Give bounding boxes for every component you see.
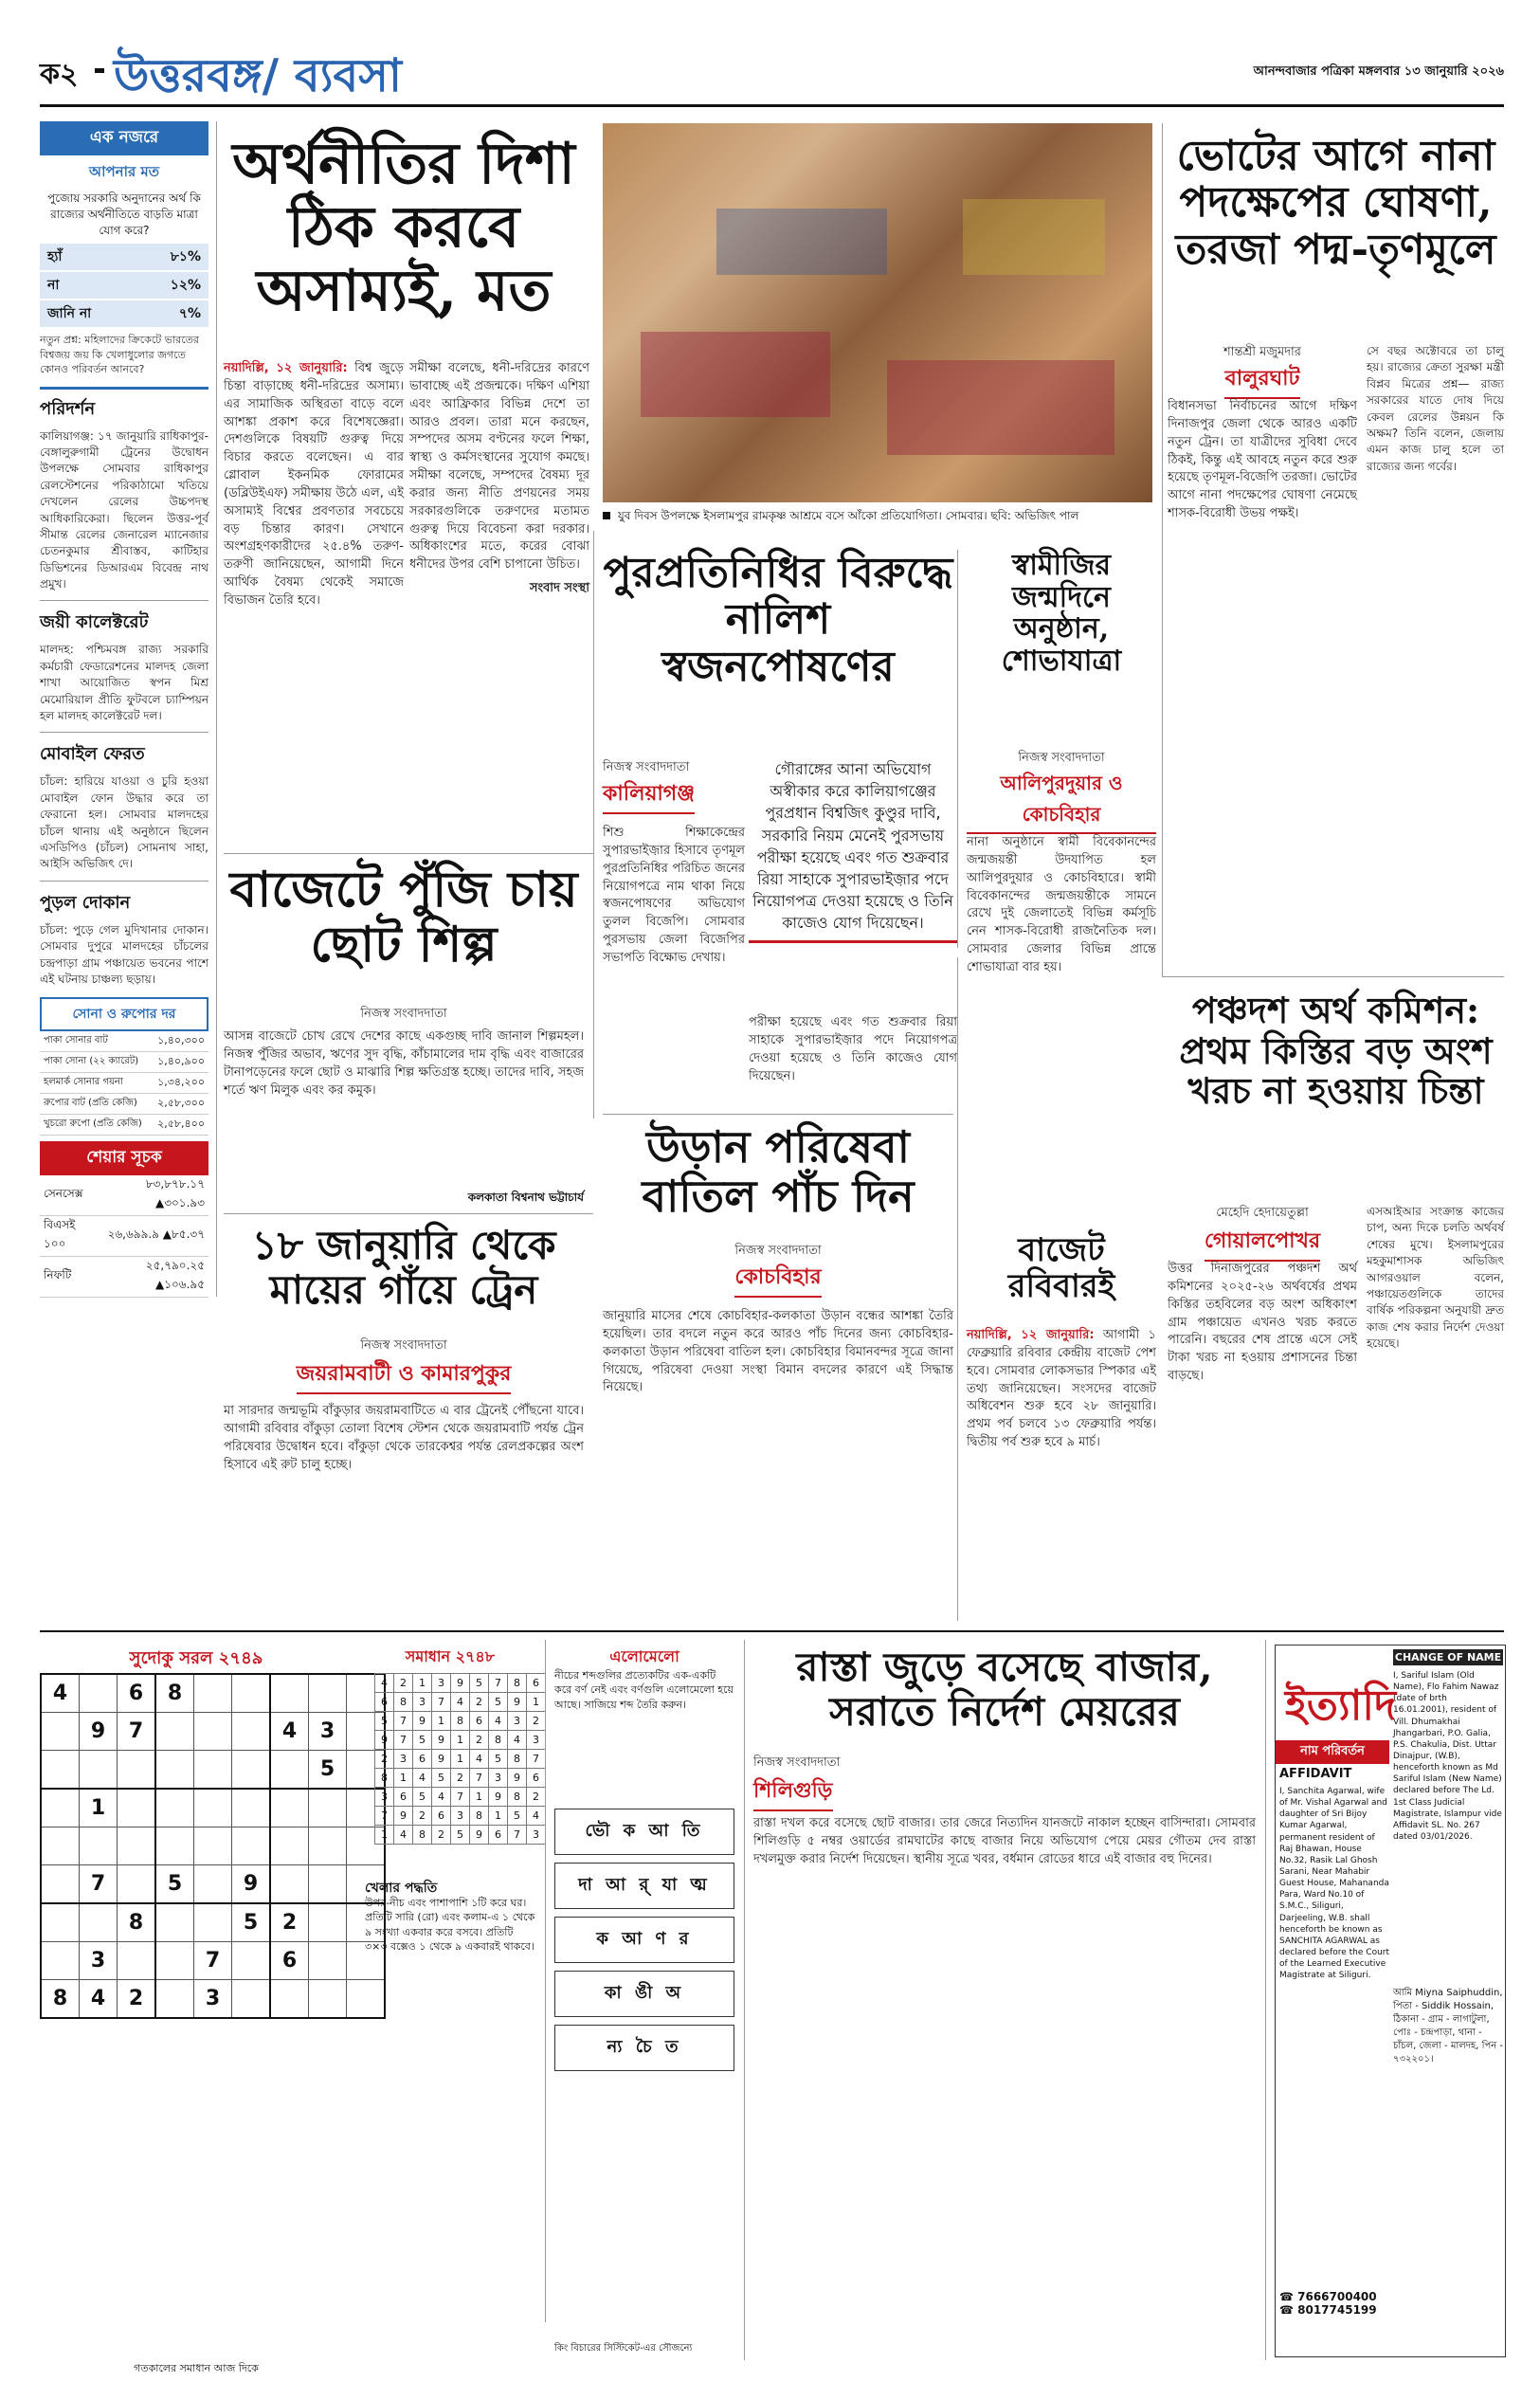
elomelo-intro: নীচের শব্দগুলির প্রত্যেকটির এক-একটি করে বর্ণ নেই এবং বর্ণগুলি এলোমেলো হয়ে আছে। সাজিয়ে শব্দ তৈরি করুন। [554, 1669, 734, 1711]
solution-cell: 6 [527, 1674, 546, 1693]
sudoku-cell[interactable] [80, 1903, 118, 1942]
solution-cell: 7 [527, 1750, 546, 1769]
jayi-text: মালদহ: পশ্চিমবঙ্গ রাজ্য সরকারি কর্মচারী ফেডারেশনের মালদহ জেলা শাখা আয়োজিত স্বপন মিশ্র মেমোরিয়াল প্রীতি ফুটবলে চ্যাম্পিয়ন হল মালদহ কালেক্টরেট দল। [40, 643, 208, 723]
sudoku-cell[interactable]: 1 [80, 1789, 118, 1827]
solution-cell: 7 [489, 1674, 508, 1693]
solution-cell: 5 [489, 1750, 508, 1769]
purpra-text-1: শিশু শিক্ষাকেন্দ্রের সুপারভাইজ়ার হিসাবে তৃণমূল পুরপ্রতিনিধির পরিচিত জনের নিয়োগপত্রে নাম থাকা নিয়ে স্বজনপোষণের অভিযোগ তুলল বিজেপি। সোমবার পুরসভায় জেলা বিজেপির সভাপতি বিক্ষোভ দেখায়। [603, 826, 745, 965]
sudoku-cell[interactable] [41, 1865, 80, 1904]
elomelo-word: কা ঙী অ [554, 1971, 734, 2017]
sudoku-cell[interactable]: 4 [80, 1980, 118, 2019]
solution-cell: 8 [375, 1769, 394, 1788]
sudoku-cell[interactable] [41, 1827, 80, 1865]
solution-cell: 5 [470, 1674, 489, 1693]
solution-cell: 9 [432, 1731, 451, 1750]
sudoku-cell[interactable]: 6 [270, 1942, 309, 1980]
change-name-text: I, Sariful Islam (Old Name), Flo Fahim Nawaz (date of brth 16.01.2001), resident of Vill. Dhumakhai Jhangarbari, P.O. Galia, P.S. Chakulia, Dist. Uttar Dinajpur, (W.B), henceforth known as Md Sariful Islam (New Name) declared before The Ld. 1st Class Judicial Magistrate, Islampur vide Affidavit SL. No. 267 dated 03/01/2026. [1393, 1671, 1502, 1842]
share-value: ২৫,৭৯০.২৫ ▲১০৬.৯৫ [145, 1259, 205, 1292]
sudoku-cell[interactable] [118, 1751, 156, 1790]
finance-byline: মেহেদি হেদায়েতুল্লা [1216, 1206, 1309, 1220]
solution-cell: 4 [432, 1788, 451, 1807]
share-row [40, 1216, 208, 1257]
solution-cell: 4 [527, 1807, 546, 1826]
contact-phone: ☎ 7666700400 [1279, 2290, 1377, 2303]
share-value: ৮৩,৮৭৮.১৭ ▲৩০১.৯৩ [145, 1177, 205, 1210]
solution-cell: 1 [527, 1693, 546, 1712]
solution-cell: 8 [508, 1674, 527, 1693]
solution-cell: 4 [375, 1674, 394, 1693]
sudoku-cell[interactable]: 2 [270, 1903, 309, 1942]
solution-cell: 2 [375, 1750, 394, 1769]
sudoku-cell[interactable] [232, 1713, 271, 1751]
solution-cell: 1 [489, 1807, 508, 1826]
sudoku-cell[interactable]: 5 [309, 1751, 347, 1790]
solution-cell: 6 [432, 1807, 451, 1826]
solution-cell: 1 [375, 1826, 394, 1845]
lead-text-col2 [409, 360, 589, 598]
bazaar-text: রাস্তা দখল করে বসেছে ছোট বাজার। তার জেরে নিত্যদিন যানজটে নাকাল হচ্ছেন বাসিন্দারা। সোমবার শিলিগুড়ি ৫ নম্বর ওয়ার্ডের রামঘাটের কাছে বাজার নিয়ে অভিযোগ পেয়ে মেয়র গৌতম দেব রাস্তা দখলমুক্ত করার নির্দেশ দিয়েছেন। স্থানীয় সূত্রে খবর, বর্ধমান রোডের ধারে এই বাজার বহু দিনের। [753, 1816, 1256, 1866]
solution-cell: 1 [432, 1712, 451, 1731]
elomelo-word: ক আ ণ র [554, 1917, 734, 1963]
solution-cell: 4 [394, 1826, 413, 1845]
sudoku-cell[interactable] [118, 1827, 156, 1865]
sudoku-cell[interactable] [270, 1789, 309, 1827]
header-bar-icon [95, 68, 104, 73]
sudoku-cell[interactable]: 3 [309, 1713, 347, 1751]
sudoku-cell[interactable] [155, 1789, 194, 1827]
sudoku-cell[interactable] [41, 1789, 80, 1827]
sudoku-title: সুদোকু সরল ২৭৪৯ [129, 1648, 263, 1668]
rules-text: উপর-নীচ এবং পাশাপাশি ১টি করে ঘর। প্রতিটি সারি (রো) এবং কলাম-এ ১ থেকে ৯ সংখ্যা একবার করে বসবে। প্রতিটি ৩×৩ বক্সেও ১ থেকে ৯ একবারই থাকবে। [365, 1897, 535, 1954]
solution-cell: 3 [527, 1731, 546, 1750]
solution-cell: 8 [413, 1826, 432, 1845]
sudoku-cell[interactable] [80, 1751, 118, 1790]
budget-date-body: আগামী ১ ফেব্রুয়ারি রবিবার কেন্দ্রীয় বাজেট পেশ হবে। সোমবার লোকসভার স্পিকার এই তথ্য জানিয়েছেন। সংসদের বাজেট অধিবেশন শুরু হবে ২৮ জানুয়ারি। প্রথম পর্ব চলবে ১৩ ফেব্রুয়ারি পর্যন্ত। দ্বিতীয় পর্ব শুরু হবে ৯ মার্চ। [967, 1328, 1156, 1450]
sudoku-cell[interactable] [270, 1751, 309, 1790]
bazaar-location: শিলিগুড়ি [753, 1774, 833, 1811]
solution-cell: 9 [470, 1826, 489, 1845]
bazaar-byline: নিজস্ব সংবাদদাতা [753, 1755, 841, 1770]
solution-cell: 1 [470, 1788, 489, 1807]
solution-cell: 2 [451, 1769, 470, 1788]
sudoku-cell[interactable] [155, 1980, 194, 2019]
solution-cell: 6 [394, 1788, 413, 1807]
sudoku-cell[interactable] [309, 1674, 347, 1713]
udan-byline: নিজস্ব সংবাদদাতা [734, 1244, 822, 1258]
ek-nazare-header: এক নজরে [40, 121, 208, 155]
elomelo-word: ন্য চৈ ত [554, 2025, 734, 2071]
solution-cell: 3 [527, 1826, 546, 1845]
elomelo-word: ভৌ ক আ তি [554, 1809, 734, 1855]
sidebar [40, 121, 208, 1298]
gold-row [40, 1115, 208, 1136]
sudoku-cell[interactable] [41, 1713, 80, 1751]
solution-grid [374, 1673, 546, 1845]
gold-value: ২,৫৮,৩০০ [157, 1097, 205, 1110]
sudoku-cell[interactable] [232, 1789, 271, 1827]
mobile-title: মোবাইল ফেরত [40, 744, 145, 765]
sudoku-cell[interactable] [155, 1713, 194, 1751]
sudoku-cell[interactable]: 8 [155, 1674, 194, 1713]
sudoku-cell[interactable] [194, 1827, 232, 1865]
solution-cell: 9 [375, 1731, 394, 1750]
solution-cell: 3 [413, 1693, 432, 1712]
purl-title: পুড়ল দোকান [40, 892, 131, 913]
solution-cell: 9 [508, 1769, 527, 1788]
gold-row [40, 1094, 208, 1115]
purl-text: চাঁচল: পুড়ে গেল মুদিখানার দোকান। সোমবার দুপুরে মালদহের চাঁচলের চন্দ্রপাড়া গ্রাম পঞ্চায়েত ভবনের পাশে এই ঘটনায় চাঞ্চল্য ছড়ায়। [40, 922, 208, 986]
budget-dateline: নয়াদিল্লি, ১২ জানুয়ারি: [967, 1328, 1095, 1342]
purpra-byline: নিজস্ব সংবাদদাতা [603, 760, 690, 774]
solution-cell: 7 [451, 1788, 470, 1807]
affidavit-title: AFFIDAVIT [1279, 1767, 1352, 1781]
photo-caption [603, 508, 1152, 527]
sudoku-cell[interactable]: 3 [194, 1980, 232, 2019]
sudoku-cell[interactable] [309, 1980, 347, 2019]
solution-cell: 9 [432, 1750, 451, 1769]
sudoku-cell[interactable]: 7 [80, 1865, 118, 1904]
sudoku-cell[interactable] [232, 1674, 271, 1713]
gold-label: হলমার্ক সোনার গয়না [44, 1077, 123, 1088]
sudoku-grid [40, 1673, 386, 2019]
solution-cell: 1 [413, 1674, 432, 1693]
share-label: বিএসই ১০০ [44, 1218, 76, 1251]
poll-row [40, 244, 208, 270]
sudoku-cell[interactable] [41, 1751, 80, 1790]
sudoku-cell[interactable] [155, 1827, 194, 1865]
solution-cell: 5 [413, 1788, 432, 1807]
sudoku-cell[interactable] [155, 1942, 194, 1980]
share-label: নিফটি [44, 1268, 72, 1282]
solution-cell: 7 [508, 1826, 527, 1845]
solution-cell: 9 [413, 1712, 432, 1731]
sudoku-cell[interactable] [232, 1827, 271, 1865]
gold-row [40, 1073, 208, 1094]
solution-cell: 3 [432, 1674, 451, 1693]
solution-cell: 9 [394, 1807, 413, 1826]
budget-small-byline2: কলকাতা বিশ্বনাথ ভট্টাচার্য [467, 1191, 584, 1204]
elomelo-word: দা আ র্ যা ত্ম [554, 1863, 734, 1909]
lead-body-1: বিশ্ব জুড়ে চিন্তা বাড়াচ্ছে ধনী-দরিদ্রের অসাম্য। এর সামাজিক অস্থিরতা বাড়ে বলে আশঙ্কা প্রকাশ করে বিশেষজ্ঞেরা। দেশগুলিকে বিষয়টি গুরুত্ব দিয়ে বিচার করতে বলেছেন। এ বার গ্লোবাল ইকনমিক ফোরামের (ডব্লিউইএফ) সমীক্ষায় উঠে এল, এই অসাম্যই বিশ্বের প্রবণতার সবচেয়ে বড় চিন্তার কারণ। সেখানে অংশগ্রহণকারীদের ২৫.৪% তরুণ-তরুণী জানিয়েছেন, আগামী দিনে আর্থিক বৈষম্য থেকেই সমাজে বিভাজন তৈরি হবে। [224, 361, 404, 608]
udan-text: জানুয়ারি মাসের শেষে কোচবিহার-কলকাতা উড়ান বন্ধের আশঙ্কা তৈরি হয়েছিল। তার বদলে নতুন করে আরও পাঁচ দিনের জন্য কোচবিহার-কলকাতা উড়ান পরিষেবা বাতিল হল। কোচবিহার বিমানবন্দর সূত্রে জানা গিয়েছে, পরিষেবা দেওয়া সংস্থা বিমান বদলের কারণে এই সিদ্ধান্ত নিয়েছে। [603, 1309, 953, 1395]
solution-cell: 3 [375, 1788, 394, 1807]
solution-cell: 4 [470, 1750, 489, 1769]
sudoku-cell[interactable] [194, 1903, 232, 1942]
mobile-text: চাঁচল: হারিয়ে যাওয়া ও চুরি হওয়া মোবাইল ফোন উদ্ধার করে তা ফেরানো হল। সোমবার মালদহের চাঁচল থানায় এই অনুষ্ঠানে ছিলেন এসডিপিও (চাঁচল) সোমনাথ সাহা, আইসি অভিজিৎ দে। [40, 774, 208, 871]
solution-cell: 1 [451, 1750, 470, 1769]
swamiji-headline: স্বামীজির জন্মদিনে অনুষ্ঠান, শোভাযাত্রা [1001, 549, 1122, 678]
lead-body-2: সমীক্ষা বলেছে, ধনী-দরিদ্রের কারণে ভাবাচ্ছে এই প্রজন্মকে। দক্ষিণ এশিয়া এবং আফ্রিকার বিভিন্ন দেশে তা আরও প্রবল। তারা মনে করছেন, সম্পদের অসম বণ্টনের ফলে শিক্ষা, স্বাস্থ্য ও কর্মসংস্থানের সুযোগ কমছে। [409, 361, 589, 465]
share-label: সেনসেক্স [44, 1187, 83, 1201]
poll-question: পুজোয় সরকারি অনুদানের অর্থ কি রাজ্যের অর্থনীতিতে বাড়তি মাত্রা যোগ করে? [47, 191, 201, 237]
lead-dateline: নয়াদিল্লি, ১২ জানুয়ারি: [224, 361, 348, 375]
bazaar-headline: রাস্তা জুড়ে বসেছে বাজার, সরাতে নির্দেশ মেয়রের [796, 1644, 1213, 1736]
udan-location: কোচবিহার [734, 1261, 821, 1298]
sudoku-cell[interactable] [270, 1980, 309, 2019]
share-value: ২৬,৬৯৯.৯ ▲৮৫.৩৭ [107, 1227, 205, 1242]
caption-text: যুব দিবস উপলক্ষে ইসলামপুর রামকৃষ্ণ আশ্রমে বসে আঁকো প্রতিযোগিতা। সোমবার। ছবি: অভিজিৎ পাল [617, 509, 1079, 522]
sudoku-cell[interactable] [194, 1751, 232, 1790]
train-byline: নিজস্ব সংবাদদাতা [360, 1338, 447, 1353]
classified-contacts [1279, 2290, 1389, 2317]
solution-cell: 1 [451, 1731, 470, 1750]
sudoku-cell[interactable] [194, 1674, 232, 1713]
header-rule [40, 104, 1504, 107]
sudoku-cell[interactable]: 8 [41, 1980, 80, 2019]
gold-row [40, 1031, 208, 1052]
sudoku-cell[interactable] [347, 1980, 386, 2019]
solution-cell: 8 [489, 1731, 508, 1750]
sudoku-cell[interactable] [232, 1980, 271, 2019]
affidavit-text: I, Sanchita Agarwal, wife of Mr. Vishal Agarwal and daughter of Sri Bijoy Kumar Agarwal, permanent resident of Raj Bhawan, House No.32, Rasik Lal Ghosh Sarani, Near Mahabir Guest House, Mahananda Para, Ward No.10 of S.M.C., Siliguri, Darjeeling, W.B. shall henceforth be known as SANCHITA AGARWAL as declared before the Court of the Learned Executive Magistrate at Siliguri. [1279, 1787, 1390, 1981]
solution-cell: 4 [413, 1769, 432, 1788]
solution-cell: 5 [451, 1826, 470, 1845]
solution-cell: 7 [375, 1807, 394, 1826]
poll-label: হ্যাঁ [47, 249, 63, 265]
solution-cell: 9 [508, 1693, 527, 1712]
train-text: মা সারদার জন্মভূমি বাঁকুড়ার জয়রামবাটিতে এ বার ট্রেনেই পৌঁছনো যাবে। আগামী রবিবার বাঁকুড়া তোলা বিশেষ স্টেশন থেকে জয়রামবাটি পর্যন্ত ট্রেন পরিষেবার উদ্বোধন হবে। বাঁকুড়া থেকে তারকেশ্বর পর্যন্ত রেলপ্রকল্পের অংশ হিসাবে এই রুট চালু হচ্ছে। [224, 1404, 584, 1472]
sudoku-cell[interactable]: 5 [232, 1903, 271, 1942]
gold-label: পাকা সোনা (২২ ক্যারেট) [44, 1056, 139, 1067]
elomelo-credit: কিং বিচারের সিস্টিকেট-এর সৌজন্যে [554, 2343, 693, 2354]
sudoku-cell[interactable]: 2 [118, 1980, 156, 2019]
vote-headline: ভোটের আগে নানা পদক্ষেপের ঘোষণা, তরজা পদ্ম-তৃণমূলে [1175, 132, 1496, 274]
finance-location: গোয়ালপোখর [1205, 1225, 1320, 1262]
sudoku-cell[interactable]: 7 [194, 1942, 232, 1980]
paridarshan-text: কালিয়াগঞ্জ: ১৭ জানুয়ারি রাধিকাপুর-বেঙ্গালুরুগামী ট্রেনের উদ্বোধন উপলক্ষে সোমবার রাধিকাপুর রেলস্টেশনের পরিকাঠামো খতিয়ে দেখলেন রেলের উচ্চপদস্থ আধিকারিকেরা। ছিলেন উত্তর-পূর্ব সীমান্ত রেলের জেনারেল ম্যানেজার চেতনকুমার শ্রীবাস্তব, কাটিহার ডিভিশনের ডিআরএম বিবেন্দ্র নাথ প্রমুখ। [40, 428, 208, 591]
swamiji-location: আলিপুরদুয়ার ও কোচবিহার [967, 770, 1156, 834]
classified-sub: নাম পরিবর্তন [1276, 1740, 1389, 1764]
gold-label: পাকা সোনার বাট [44, 1035, 108, 1046]
solution-cell: 3 [508, 1712, 527, 1731]
sudoku-cell[interactable] [41, 1942, 80, 1980]
solution-cell: 2 [394, 1674, 413, 1693]
sudoku-cell[interactable] [232, 1942, 271, 1980]
footer-left: গতকালের সমাধান আজ দিকে [134, 2362, 259, 2374]
poll-row [40, 300, 208, 327]
udan-headline: উড়ান পরিষেবা বাতিল পাঁচ দিন [642, 1121, 915, 1222]
purpra-pullquote: গৌরাঙ্গের আনা অভিযোগ অস্বীকার করে কালিয়াগঞ্জের পুরপ্রধান বিশ্বজিৎ কুণ্ডুর দাবি, সরকারি নিয়ম মেনেই পুরসভায় পরীক্ষা হয়েছে এবং গত শুক্রবার রিয়া সাহাকে সুপারভাইজ়ার পদে নিয়োগপত্র দেওয়া হয়েছে ও তিনি কাজেও যোগ দিয়েছেন। [749, 758, 957, 943]
sudoku-cell[interactable] [232, 1751, 271, 1790]
solution-cell: 2 [432, 1826, 451, 1845]
sudoku-cell[interactable]: 4 [41, 1674, 80, 1713]
purpra-location: কালিয়াগঞ্জ [603, 777, 695, 814]
poll-label: জানি না [47, 306, 92, 322]
rules-title: খেলার পদ্ধতি [365, 1881, 438, 1896]
share-index-header: শেয়ার সূচক [40, 1141, 208, 1175]
budget-date-text [967, 1327, 1156, 1452]
page-header [40, 38, 1504, 114]
swamiji-text: নানা অনুষ্ঠানে স্বামী বিবেকানন্দের জন্মজয়ন্তী উদযাপিত হল আলিপুরদুয়ার ও কোচবিহারে। স্বামী বিবেকানন্দের জন্মজয়ন্তীকে সামনে রেখে দুই জেলাতেই বিভিন্ন কর্মসূচি নেন শাসক-বিরোধী রাজনৈতিক দল। সোমবার জেলার বিভিন্ন প্রান্তে শোভাযাত্রা বার হয়। [967, 835, 1156, 974]
sudoku-cell[interactable] [155, 1903, 194, 1942]
solution-title: সমাধান ২৭৪৮ [405, 1647, 496, 1665]
classified-brand: ইত্যাদি [1285, 1682, 1397, 1730]
solution-cell: 2 [470, 1693, 489, 1712]
sudoku-cell[interactable] [309, 1789, 347, 1827]
solution-cell: 5 [413, 1731, 432, 1750]
sudoku-cell[interactable]: 8 [118, 1903, 156, 1942]
poll-row [40, 272, 208, 299]
sudoku-cell[interactable] [270, 1865, 309, 1904]
sudoku-cell[interactable] [309, 1903, 347, 1942]
solution-cell: 6 [489, 1826, 508, 1845]
solution-cell: 5 [375, 1712, 394, 1731]
solution-cell: 4 [489, 1712, 508, 1731]
poll-value: ১২% [170, 278, 201, 294]
solution-cell: 5 [432, 1769, 451, 1788]
bengali-notice: আমি Miyna Saiphuddin, পিতা - Siddik Hossain, ঠিকানা - গ্রাম - লাগাটুলা, পোঃ - চন্দ্রপাড়া, থানা - চাঁচল, জেলা - মালদহ, পিন - ৭৩২২০১। [1393, 1988, 1503, 2064]
sudoku-cell[interactable]: 5 [155, 1865, 194, 1904]
sudoku-cell[interactable] [194, 1789, 232, 1827]
gold-value: ২,৫৮,৪০০ [157, 1118, 205, 1131]
poll-label: না [47, 278, 60, 294]
solution-cell: 8 [508, 1788, 527, 1807]
sudoku-cell[interactable] [80, 1674, 118, 1713]
solution-cell: 6 [375, 1693, 394, 1712]
lead-headline: অর্থনীতির দিশা ঠিক করবে অসাম্যই, মত [232, 131, 575, 325]
sudoku-cell[interactable] [118, 1789, 156, 1827]
solution-cell: 6 [527, 1769, 546, 1788]
solution-cell: 2 [413, 1807, 432, 1826]
solution-cell: 8 [451, 1712, 470, 1731]
solution-cell: 2 [527, 1712, 546, 1731]
solution-cell: 4 [508, 1731, 527, 1750]
classified-box [1275, 1645, 1506, 2357]
solution-cell: 7 [394, 1712, 413, 1731]
solution-cell: 7 [432, 1693, 451, 1712]
solution-cell: 3 [489, 1769, 508, 1788]
finance-text-2: এসআইআর সংক্রান্ত কাজের চাপ, অন্য দিকে চলতি অর্থবর্ষ শেষের মুখে। ইসলামপুরের মহকুমাশাসক অভিজিৎ আগরওয়াল বলেন, পঞ্চায়েতগুলিকে তাদের বার্ষিক পরিকল্পনা অনুযায়ী দ্রুত কাজ শেষ করার নির্দেশ দেওয়া হয়েছে। [1367, 1205, 1504, 1351]
solution-cell: 3 [394, 1750, 413, 1769]
gold-label: রুপোর বাট (প্রতি কেজি) [44, 1098, 137, 1109]
contact-phone: ☎ 8017745199 [1279, 2303, 1377, 2317]
train-location: জয়রামবাটী ও কামারপুকুর [297, 1357, 512, 1394]
solution-cell: 6 [413, 1750, 432, 1769]
caption-bullet-icon [603, 512, 610, 519]
sudoku-cell[interactable] [118, 1942, 156, 1980]
budget-date-headline: বাজেট রবিবারই [1007, 1231, 1115, 1306]
share-row [40, 1175, 208, 1216]
finance-headline: পঞ্চদশ অর্থ কমিশন: প্রথম কিস্তির বড় অংশ খরচ না হওয়ায় চিন্তা [1179, 989, 1493, 1113]
paridarshan-title: পরিদর্শন [40, 398, 96, 419]
sudoku-cell[interactable]: 9 [80, 1713, 118, 1751]
lead-photo [603, 123, 1152, 502]
solution-cell: 3 [451, 1807, 470, 1826]
budget-small-text: আসন্ন বাজেটে চোখ রেখে দেশের কাছে একগুচ্ছ দাবি জানাল শিল্পমহল। নিজস্ব পুঁজির অভাব, ঋণের সুদ বৃদ্ধি, কাঁচামালের দাম বৃদ্ধি এবং বাজারের টানাপড়েনের ফলে ছোট ও মাঝারি শিল্প ক্ষতিগ্রস্ত হচ্ছে। তাদের দাবি, সহজ শর্তে ঋণ মিলুক এবং কর কমুক। [224, 1029, 584, 1098]
purpra-headline: পুরপ্রতিনিধির বিরুদ্ধে নালিশ স্বজনপোষণের [603, 549, 953, 691]
poll-value: ৮১% [170, 249, 201, 265]
swamiji-byline: নিজস্ব সংবাদদাতা [1018, 751, 1105, 765]
solution-cell: 7 [470, 1769, 489, 1788]
section-title: উত্তরবঙ্গ/ ব্যবসা [114, 49, 402, 102]
lead-body-3: সমীক্ষা বলেছে, সম্পদের বৈষম্য দূর করার জন্য নীতি প্রণয়নের সময় সরকারগুলিকে তরুণদের মতামত গুরুত্ব দিয়ে বিবেচনা করা দরকার। অধিকাংশের মতে, করের বোঝা ধনীদের উপর বেশি চাপানো উচিত। [409, 468, 589, 573]
solution-cell: 4 [451, 1693, 470, 1712]
jayi-title: জয়ী কালেক্টরেট [40, 612, 149, 633]
budget-small-byline: নিজস্ব সংবাদদাতা [360, 1007, 447, 1021]
sudoku-cell[interactable]: 3 [80, 1942, 118, 1980]
sudoku-cell[interactable] [155, 1751, 194, 1790]
gold-label: খুচরো রুপো (প্রতি কেজি) [44, 1118, 142, 1130]
solution-cell: 5 [508, 1807, 527, 1826]
gold-row [40, 1052, 208, 1073]
gold-rate-table [40, 1031, 208, 1136]
poll-title: আপনার মত [88, 163, 160, 180]
solution-cell: 9 [489, 1788, 508, 1807]
solution-cell: 8 [394, 1693, 413, 1712]
train-headline: ১৮ জানুয়ারি থেকে মায়ের গাঁয়ে ট্রেন [251, 1222, 556, 1314]
sudoku-cell[interactable]: 7 [118, 1713, 156, 1751]
poll-value: ৭% [178, 306, 201, 322]
vote-location: বালুরঘাট [1224, 362, 1299, 399]
gold-value: ১,৪০,৩০০ [157, 1034, 205, 1047]
elomelo-words [554, 1801, 734, 2079]
finance-text-1: উত্তর দিনাজপুরের পঞ্চদশ অর্থ কমিশনের ২০২৫-২৬ অর্থবর্ষের প্রথম কিস্তির তহবিলের বড় অংশ অধিকাংশ গ্রাম পঞ্চায়েত এখনও খরচ করতে পারেনি। বছরের শেষ প্রান্তে এসে সেই টাকা খরচ না হওয়ায় প্রশাসনের চিন্তা বাড়ছে। [1168, 1262, 1357, 1384]
vote-byline: শান্তশ্রী মজুমদার [1223, 345, 1301, 359]
sudoku-cell[interactable] [41, 1903, 80, 1942]
solution-cell: 8 [470, 1807, 489, 1826]
share-index-table [40, 1175, 208, 1298]
sudoku-cell[interactable] [194, 1713, 232, 1751]
lead-byline: সংবাদ সংস্থা [529, 581, 589, 596]
sudoku-cell[interactable] [118, 1865, 156, 1904]
dateline: আনন্দবাজার পত্রিকা মঙ্গলবার ১৩ জানুয়ারি ২০২৬ [1253, 64, 1504, 79]
sudoku-cell[interactable] [194, 1865, 232, 1904]
solution-cell: 2 [527, 1788, 546, 1807]
sudoku-cell[interactable] [309, 1865, 347, 1904]
solution-cell: 5 [489, 1693, 508, 1712]
sudoku-cell[interactable] [270, 1674, 309, 1713]
poll-results [40, 244, 208, 327]
sudoku-cell[interactable]: 9 [232, 1865, 271, 1904]
vote-text-2: সে বছর অক্টোবরে তা চালু হয়। রাজ্যের ক্রেতা সুরক্ষা মন্ত্রী বিপ্লব মিত্রের প্রশ্ন— রাজ্য সরকারের যাতে দোষ দিয়ে কেবল রেলের উন্নয়ন কি অক্ষম? তিনি বলেন, জেলায় এমন কাজ চালু হলে তা রাজ্যের জন্য গর্বের। [1367, 344, 1504, 473]
gold-rate-header: সোনা ও রুপোর দর [40, 997, 208, 1031]
sudoku-cell[interactable] [270, 1827, 309, 1865]
solution-cell: 1 [394, 1769, 413, 1788]
sudoku-cell[interactable] [309, 1942, 347, 1980]
gold-value: ১,৪০,৯০০ [157, 1055, 205, 1068]
vote-text-1: বিধানসভা নির্বাচনের আগে দক্ষিণ দিনাজপুর জেলা থেকে আরও একটি নতুন ট্রেন। তা যাত্রীদের সুবিধা দেবে ঠিকই, কিন্তু এই আবহে নতুন করে শুরু হয়েছে তৃণমূল-বিজেপি তরজা। ভোটের আগে নানা পদক্ষেপের ঘোষণা নেমেছে শাসক-বিরোধী উভয় পক্ষই। [1168, 399, 1357, 521]
page-number: ক২ [40, 58, 79, 91]
budget-small-headline: বাজেটে পুঁজি চায় ছোট শিল্প [229, 861, 578, 974]
solution-cell: 7 [394, 1731, 413, 1750]
elomelo-title: এলোমেলো [609, 1647, 679, 1665]
share-row [40, 1257, 208, 1298]
purpra-text-2: পরীক্ষা হয়েছে এবং গত শুক্রবার রিয়া সাহাকে সুপারভাইজ়ার পদে নিয়োগপত্র দেওয়া হয়েছে ও তিনি কাজেও যোগ দিয়েছেন। [749, 1015, 957, 1083]
solution-cell: 6 [470, 1712, 489, 1731]
poll-new-question: নতুন প্রশ্ন: মহিলাদের ক্রিকেটে ভারতের বিশ্বজয় জয় কি খেলাধুলোর জগতে কোনও পরিবর্তন আনবে? [40, 334, 199, 376]
solution-cell: 8 [508, 1750, 527, 1769]
solution-cell: 9 [451, 1674, 470, 1693]
gold-value: ১,৩৪,২০০ [157, 1076, 205, 1089]
lead-text-col1 [224, 360, 404, 610]
sudoku-cell[interactable] [80, 1827, 118, 1865]
sudoku-cell[interactable]: 6 [118, 1674, 156, 1713]
sudoku-cell[interactable]: 4 [270, 1713, 309, 1751]
solution-cell: 2 [470, 1731, 489, 1750]
change-name-title: CHANGE OF NAME [1394, 1651, 1502, 1664]
sudoku-cell[interactable] [309, 1827, 347, 1865]
